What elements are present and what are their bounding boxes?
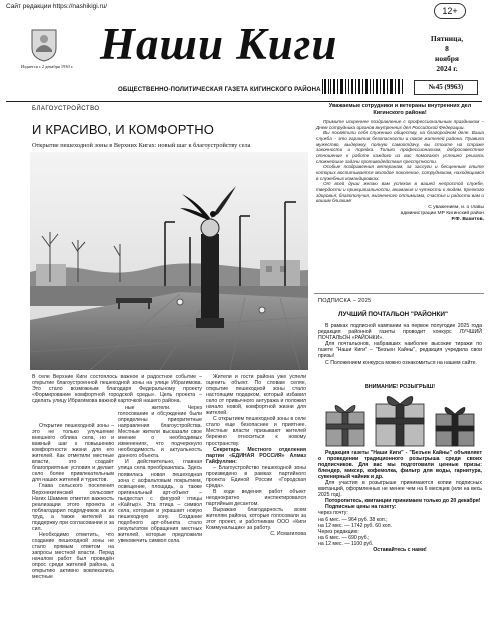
paragraph: С открытием пешеходной зоны в селе стало еще безопаснее и приятнее. Местные власти призывают жителей бережно относиться к новому пространству. xyxy=(206,416,306,447)
issue-date xyxy=(418,34,476,74)
article-rubric: БЛАГОУСТРОЙСТВО xyxy=(32,106,100,112)
site-url[interactable]: Сайт редакции https://nashikigi.ru/ xyxy=(6,3,108,10)
signature-name: Р.Ф. Вахитов. xyxy=(451,216,484,222)
paragraph: Поторопитесь, квитанции принимаем только до 20 декабря! xyxy=(325,498,481,505)
paragraph: От всей души желаю вам успехов в вашей непростой службе, твердости и принципиальности, внимания и чуткости к людям. Крепкого здоровья, благополучия, жизненного оптимизма, счастья и радости вам и вашим близким! xyxy=(316,181,484,204)
signature-line: С уважением, и. о главы xyxy=(428,204,484,210)
article-column-1 xyxy=(32,423,114,580)
article-column-2 xyxy=(118,405,202,544)
greeting-title: Уважаемые сотрудники и ветераны внутренних дел Кигинского района! xyxy=(328,103,472,116)
newspaper-title: Наши Киги xyxy=(100,19,338,69)
paragraph: В ходе ведения работ объект неоднократно инспектировался партийным десантом. xyxy=(206,488,306,507)
signature-line: администрации МР Кигинский район xyxy=(400,210,484,216)
masthead-rule xyxy=(6,101,482,102)
paragraph: Необходимо отметить, что создание пешеходной зоны не стало прямым ответом на запросы местной власти. Перед началом работ был проведён опрос среди жителей района, а открытию активно вовлекались местные xyxy=(32,531,114,581)
police-day-greeting xyxy=(316,103,484,291)
quote-author: Секретарь Местного отделения партии «ЕДИНАЯ РОССИЯ» Алмаз Гайфуллин: xyxy=(206,446,306,465)
paragraph: Редакция газеты "Наши Киги" - "Безъен Кайны" объявляет о проведении традиционного розыгрыша среди своих подписчиков. Для вас мы подготовили ценные призы: блендер, миксер, кофемолка, фильтр для воды, гарнитура, сувенирный чайник и др. xyxy=(318,450,482,481)
paragraph: Для почтальонов, набравших наиболее высокие тиражи по газете "Наши Киги" – "Безъен Кайны", редакция учредила свои призы! xyxy=(318,341,482,360)
price-office-label: Через редакцию: xyxy=(318,528,359,535)
pedestrian-zone-photo xyxy=(30,152,308,370)
paragraph: Выражаю благодарность всем жителям района, которые голосовали за этот проект, и работникам ООО «Киги Коммунальщик» за работу. xyxy=(206,507,306,532)
price-office-6: на 6 мес. — 690 руб.; xyxy=(318,534,370,541)
price-post-label: через почту: xyxy=(318,510,348,517)
since-date: Издается с 2 декабря 1930 г. xyxy=(20,64,74,69)
article-signature: С. Исмагилова xyxy=(270,531,306,538)
price-title: Подписные цены на газету: xyxy=(325,504,397,511)
paragraph: ные жители. Через голосование и обсуждение были определены приоритетные направления благоустройства. Местные жители высказали свое мнение о необходимых изменениях, что подчеркнуло необходимость и актуальность данного объекта. xyxy=(118,405,202,460)
paragraph: – Благоустройство пешеходной зоны произведено в рамках партийного проекта Единой России «Городская среда». xyxy=(206,464,306,489)
issue-number: №45 (9963) xyxy=(414,80,478,95)
greeting-body xyxy=(316,119,484,204)
article-column-3 xyxy=(206,374,306,537)
subscription-headline: ЛУЧШИЙ ПОЧТАЛЬОН "РАЙОНКИ" xyxy=(338,311,448,318)
price-post-12: на 12 мес. — 1742 руб. 60 коп. xyxy=(318,522,392,529)
article-photo xyxy=(30,152,308,370)
article-lead: Открытие пешеходной зоны в Верхних Кигах: новый шаг к благоустройству села xyxy=(32,142,251,149)
year: 2024 г. xyxy=(436,64,458,73)
paragraph: Особые поздравления ветеранам, за заслуги и бесценным опыте которых воспитывается молодое поколение, сотрудникам, находящимся в служебных командировках. xyxy=(316,164,484,181)
paragraph: С Положением конкурса можно ознакомиться на нашем сайте. xyxy=(325,359,477,366)
price-office-12: на 12 мес. — 1100 руб. xyxy=(318,540,374,547)
gift-boxes-icon xyxy=(318,392,482,448)
paragraph: Глава сельского поселения Верхнекигинский сельсовет Нагих Шамиев отметил важность реализации этого проекта и поблагодарил подрядчиков за их труд, а также жителей за поддержку при согласовании и за сил. xyxy=(32,483,114,532)
age-rating-badge: 12+ xyxy=(434,3,466,19)
raffle-attention: ВНИМАНИЕ! РОЗЫГРЫШ! xyxy=(364,384,436,390)
newspaper-subtitle: ОБЩЕСТВЕННО-ПОЛИТИЧЕСКАЯ ГАЗЕТА КИГИНСКОГО РАЙОНА xyxy=(118,86,321,93)
price-post-6: на 6 мес. — 964 руб. 38 коп.; xyxy=(318,516,388,523)
district-emblem-icon xyxy=(30,28,58,62)
paragraph: Открытие пешеходной зоны – это не только улучшение внешнего облика села, но и важный шаг к повышению комфортности жизни для его жителей. Как отметили местные власти, это создаёт благоприятные условия и делает село более привлекательным для наших жителей и туристов. xyxy=(32,423,114,484)
subscription-rubric: ПОДПИСКА – 2025 xyxy=(318,298,372,304)
weekday: Пятница, xyxy=(430,34,464,43)
paragraph: Вы посвятили себя служению обществу, на благородном деле. Ваша служба – это гарантия безопасности и покоя жителей района. Правила мужество, выдержку, полную самоотдачу, вы стоите на страже законности и порядка. Только профессионализм, добросовестное отношение к работе каждого из вас помогают успешно решать сложнейшие задачи противодействия преступности. xyxy=(316,130,484,164)
closing-line: Оставайтесь с нами! xyxy=(373,546,427,553)
subscription-body xyxy=(318,323,482,366)
paragraph: Для участия в розыгрыше принимаются копии подписных квитанций, оформленных не менее чем на 6 месяцев (или на весь 2025 год). xyxy=(318,480,482,499)
paragraph: Примите искреннее поздравление с профессиональным праздником – Днем сотрудника органов внутренних дел Российской Федерации. xyxy=(316,119,484,130)
month: ноября xyxy=(435,54,459,63)
barcode-icon xyxy=(320,78,408,98)
day: 8 xyxy=(445,44,449,53)
paragraph: Жители и гости района уже успели оценить объект. По словам селян, открытие пешеходной зоны стало настоящим подарком, который избавил село от привычного антуража и положил начало новой, комфортной жизни для жителей. xyxy=(206,374,306,417)
paragraph: В рамках подписной кампании на первое полугодие 2025 года редакция районной газеты проводит конкурс ЛУЧШИЙ ПОЧТАЛЬОН «РАЙОНКИ». xyxy=(318,323,482,342)
article-intro: В селе Верхние Киги состоялось важное и радостное событие – открытие благоустроенной пешеходной зоны на улице Ибрагимова. Это стало возможным благодаря Федеральному проекту «Формирование комфортной городской среды». Цель проекта – сделать улицу Ибрагимова важной карточкой нашего района. xyxy=(32,374,202,405)
right-divider xyxy=(314,293,484,294)
article-headline: И КРАСИВО, И КОМФОРТНО xyxy=(32,122,215,137)
greeting-signature xyxy=(316,205,484,223)
raffle-promo xyxy=(318,450,482,553)
paragraph: И действительно, главная улица села преобразилась. Здесь появилась новая пешеходная зона с асфальтовым покрытием, освещение, площадь, а также оригинальный арт-объект – пьедестал с фигурой птицы «Кайгыр». Эта птица – символ села, которым и украшает новую пешеходную зону. Создание подобного арт-объекта стало результатом обращения местных жителей, которые предложили увековечить символ села. xyxy=(118,459,202,545)
